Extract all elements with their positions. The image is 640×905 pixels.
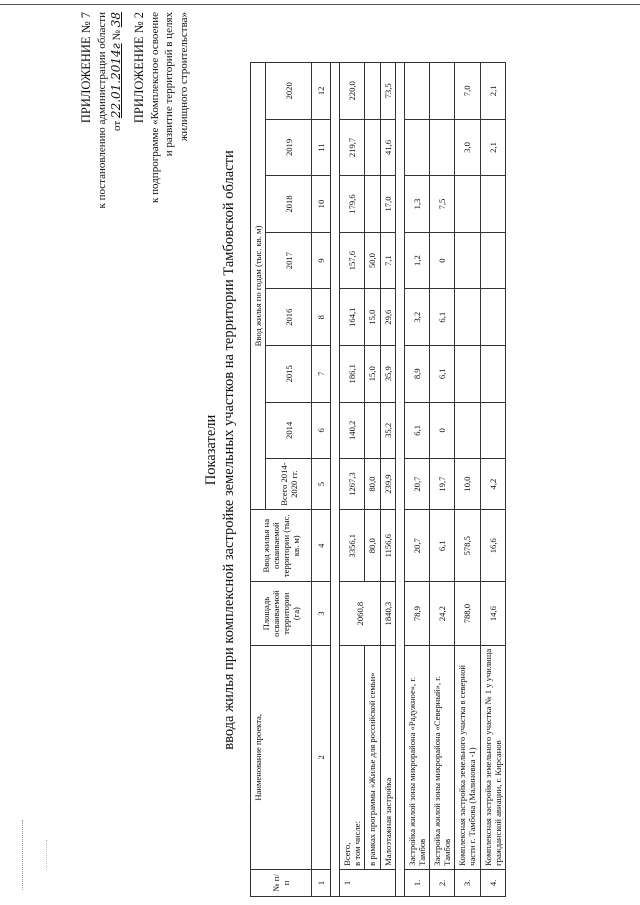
cell-year [365, 63, 380, 120]
cell-housing: 1156,6 [380, 510, 395, 582]
row-label-program: в рамках программы «Жилье для российской семьи» [365, 645, 380, 869]
cell-area: 14,6 [480, 582, 505, 645]
cell-year: 3,0 [455, 119, 480, 176]
cell-year: 35,9 [380, 345, 395, 402]
cell-year [455, 402, 480, 459]
cell-year: 15,0 [365, 289, 380, 346]
header-year: 2018 [266, 176, 312, 233]
table-gap [395, 63, 404, 897]
cell-area: 78,9 [404, 582, 429, 645]
column-number-row [312, 63, 331, 897]
column-number: 6 [312, 402, 331, 459]
header-project-name: Наименование проекта, [251, 645, 312, 869]
document-title [202, 125, 238, 775]
cell-housing: 80,0 [365, 510, 380, 582]
row-num: 1. [404, 869, 429, 896]
column-number: 8 [312, 289, 331, 346]
column-number: 7 [312, 345, 331, 402]
cell-year [455, 289, 480, 346]
project-name: Застройка жилой зоны микрорайона «Северный», г. Тамбов [429, 645, 454, 869]
appendix-2-block: ПРИЛОЖЕНИЕ № 2 к подпрограмме «Комплексное освоение и развитие территорий в целях жилищного строительства» [131, 12, 191, 372]
cell-year [480, 289, 505, 346]
cell-year: 35,2 [380, 402, 395, 459]
cell-year: 2,1 [480, 63, 505, 120]
table-row-program [365, 63, 380, 897]
cell-area: 2060,8 [340, 582, 380, 645]
header-by-years: Ввод жилья по годам (тыс. кв. м) [251, 63, 266, 510]
row-num: 4. [480, 869, 505, 896]
cell-year [480, 345, 505, 402]
handwritten-date: 22.01.2014г [109, 43, 124, 119]
table-row [455, 63, 480, 897]
cell-year: 140,2 [340, 402, 365, 459]
cell-sum: 1267,3 [340, 459, 365, 510]
header-year: 2019 [266, 119, 312, 176]
cell-year [429, 119, 454, 176]
cell-area: 788,0 [455, 582, 480, 645]
column-number: 5 [312, 459, 331, 510]
row-num: 3. [455, 869, 480, 896]
project-name: Застройка жилой зоны микрорайона «Радужное», г. Тамбов [404, 645, 429, 869]
cell-year: 1,3 [404, 176, 429, 233]
column-number: 11 [312, 119, 331, 176]
cell-year: 7,5 [429, 176, 454, 233]
column-number: 9 [312, 232, 331, 289]
cell-year [480, 176, 505, 233]
cell-year: 0 [429, 232, 454, 289]
header-year: 2017 [266, 232, 312, 289]
column-number: 3 [312, 582, 331, 645]
cell-year: 73,5 [380, 63, 395, 120]
cell-year [429, 63, 454, 120]
cell-year: 164,1 [340, 289, 365, 346]
cell-year [455, 176, 480, 233]
cell-year: 219,7 [340, 119, 365, 176]
cell-year: 179,6 [340, 176, 365, 233]
cell-housing: 3356,1 [340, 510, 365, 582]
appendix-2-title: ПРИЛОЖЕНИЕ № 2 [132, 12, 146, 124]
cell-year: 6,1 [429, 289, 454, 346]
column-number: 4 [312, 510, 331, 582]
cell-year: 6,1 [429, 345, 454, 402]
cell-year [480, 402, 505, 459]
cell-year: 50,0 [365, 232, 380, 289]
cell-year [404, 119, 429, 176]
table-row-lowrise [380, 63, 395, 897]
cell-year [365, 402, 380, 459]
cell-year [365, 119, 380, 176]
row-label-lowrise: Малоэтажная застройка [380, 645, 395, 869]
cell-year [480, 232, 505, 289]
cell-year: 220,0 [340, 63, 365, 120]
appendix-7-block [78, 12, 125, 372]
header-num: № п/п [251, 869, 312, 896]
row-label-total: Всего, в том числе: [340, 645, 365, 869]
table-row [404, 63, 429, 897]
housing-table [250, 62, 506, 897]
cell-year: 186,1 [340, 345, 365, 402]
cell-housing: 578,5 [455, 510, 480, 582]
cell-year: 41,6 [380, 119, 395, 176]
cell-year: 2,1 [480, 119, 505, 176]
column-number: 1 [312, 869, 331, 896]
table-row-total [340, 63, 365, 897]
column-number: 10 [312, 176, 331, 233]
cell-area: 24,2 [429, 582, 454, 645]
cell-year [455, 232, 480, 289]
cell-housing: 16,6 [480, 510, 505, 582]
cell-year: 0 [429, 402, 454, 459]
cell-year: 3,2 [404, 289, 429, 346]
header-year: 2020 [266, 63, 312, 120]
table-row [429, 63, 454, 897]
column-number: 2 [312, 645, 331, 869]
cell-housing: 20,7 [404, 510, 429, 582]
cell-year [365, 176, 380, 233]
title-line-2: ввода жилья при комплексной застройке земельных участков на территории Тамбовской области [221, 150, 238, 750]
cell-sum: 20,7 [404, 459, 429, 510]
column-number: 12 [312, 63, 331, 120]
handwritten-number: 38 [109, 12, 124, 28]
header-year: 2015 [266, 345, 312, 402]
cell-year: 8,9 [404, 345, 429, 402]
header-area: Площадь осваиваемой территории (га) [251, 582, 312, 645]
cell-year: 17,0 [380, 176, 395, 233]
cell-area: 1840,3 [380, 582, 395, 645]
cell-sum: 4,2 [480, 459, 505, 510]
cell-housing: 6,1 [429, 510, 454, 582]
row-num: 1 [340, 869, 396, 896]
cell-sum: 19,7 [429, 459, 454, 510]
appendix-7-title: ПРИЛОЖЕНИЕ № 7 [79, 12, 93, 124]
project-name: Комплексная застройка земельного участка в северной части г. Тамбова (Малиновка -1) [455, 645, 480, 869]
cell-year [404, 63, 429, 120]
cell-sum: 10,0 [455, 459, 480, 510]
table-gap [331, 63, 340, 897]
row-num: 2. [429, 869, 454, 896]
header-year: 2016 [266, 289, 312, 346]
cell-year: 1,2 [404, 232, 429, 289]
cell-year: 157,6 [340, 232, 365, 289]
cell-year: 7,1 [380, 232, 395, 289]
header-total-years: Всего 2014-2020 гг. [266, 459, 312, 510]
appendix-7-decree: к постановлению администрации области [95, 12, 108, 209]
cell-year: 29,6 [380, 289, 395, 346]
header-housing: Ввод жилья на осваиваемой территории (тыс. кв. м) [251, 510, 312, 582]
header-year: 2014 [266, 402, 312, 459]
table-row [480, 63, 505, 897]
cell-year: 7,0 [455, 63, 480, 120]
title-line-1: Показатели [203, 414, 219, 486]
cell-sum: 239,9 [380, 459, 395, 510]
cell-year: 15,0 [365, 345, 380, 402]
cell-sum: 80,0 [365, 459, 380, 510]
cell-year: 6,1 [404, 402, 429, 459]
project-name: Комплексная застройка земельного участка № 1 у училища гражданской авиации, г. Кирсанов [480, 645, 505, 869]
appendix-7-date-line: от 22.01.2014г № 38 [109, 12, 124, 131]
cell-year [455, 345, 480, 402]
